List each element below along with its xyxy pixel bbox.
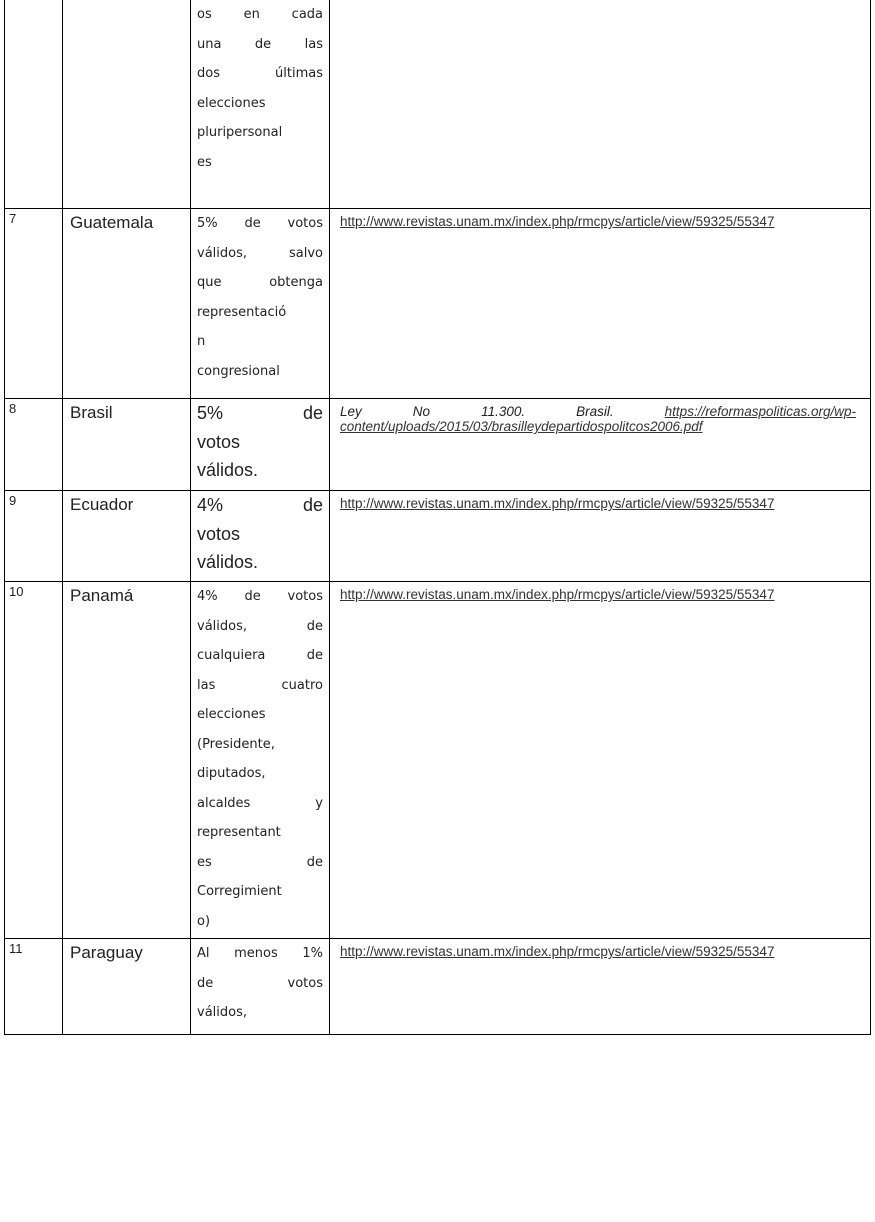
criterion-line: 5% de [197, 403, 323, 423]
threshold-criterion [191, 582, 330, 939]
electoral-threshold-table [4, 0, 871, 1035]
criterion-line: de votos [197, 975, 323, 991]
row-number: 11 [5, 939, 63, 1035]
table-row [5, 399, 871, 491]
country-name: Ecuador [63, 491, 191, 582]
criterion-line: 4% de [197, 495, 323, 515]
criterion-line: 5% de votos [197, 216, 323, 231]
criterion-line: 4% de votos [197, 589, 323, 604]
table-row [5, 0, 871, 209]
source-cell [330, 399, 871, 491]
country-name: Panamá [63, 582, 191, 939]
table-row [5, 582, 871, 939]
threshold-criterion [191, 939, 330, 1035]
criterion-line: os en cada [197, 7, 323, 22]
criterion-line: congresional [197, 363, 280, 379]
criterion-line: Al menos 1% [197, 946, 323, 961]
source-link[interactable]: http://www.revistas.unam.mx/index.php/rmcpys/article/view/59325/55347 [340, 496, 775, 511]
criterion-line: es de [197, 854, 323, 870]
row-number [5, 0, 63, 209]
criterion-line: una de las [197, 36, 323, 52]
criterion-line: representació [197, 304, 287, 320]
criterion-line: válidos. [197, 552, 259, 572]
criterion-line: pluripersonal [197, 125, 283, 140]
source-link[interactable]: https://reformaspoliticas.org/wp-content/uploads/2015/03/brasilleydepartidospolitcos2006.pdf [340, 404, 856, 434]
table-row [5, 939, 871, 1035]
threshold-criterion [191, 399, 330, 491]
source-cell [330, 209, 871, 399]
row-number: 10 [5, 582, 63, 939]
source-link[interactable]: http://www.revistas.unam.mx/index.php/rmcpys/article/view/59325/55347 [340, 587, 775, 602]
criterion-line: válidos, [197, 1005, 247, 1020]
country-name: Guatemala [63, 209, 191, 399]
source-link[interactable]: http://www.revistas.unam.mx/index.php/rmcpys/article/view/59325/55347 [340, 944, 775, 959]
source-prefix: Ley No 11.300. Brasil. [340, 404, 614, 419]
criterion-line: votos [197, 523, 241, 544]
criterion-line: alcaldes y [197, 795, 323, 811]
country-name: Paraguay [63, 939, 191, 1035]
source-cell [330, 582, 871, 939]
row-number: 7 [5, 209, 63, 399]
criterion-line: o) [197, 913, 211, 929]
source-cell [330, 491, 871, 582]
country-name: Brasil [63, 399, 191, 491]
criterion-line: diputados, [197, 766, 266, 781]
threshold-criterion [191, 0, 330, 209]
criterion-line: votos [197, 431, 241, 452]
row-number: 9 [5, 491, 63, 582]
criterion-line: elecciones [197, 707, 266, 722]
country-name [63, 0, 191, 209]
source-cell [330, 939, 871, 1035]
table-row [5, 209, 871, 399]
criterion-line: válidos. [197, 460, 259, 480]
source-link[interactable]: http://www.revistas.unam.mx/index.php/rmcpys/article/view/59325/55347 [340, 214, 775, 229]
criterion-line: que obtenga [197, 275, 323, 290]
criterion-line: n [197, 334, 206, 349]
table-row [5, 491, 871, 582]
row-number: 8 [5, 399, 63, 491]
criterion-line: válidos, de [197, 618, 323, 634]
criterion-line: cualquiera de [197, 648, 323, 663]
criterion-line: elecciones [197, 95, 266, 111]
criterion-line: (Presidente, [197, 736, 275, 752]
criterion-line: es [197, 154, 212, 170]
threshold-criterion [191, 491, 330, 582]
threshold-criterion [191, 209, 330, 399]
criterion-line: Corregimient [197, 884, 282, 899]
criterion-line: válidos, salvo [197, 245, 323, 261]
criterion-line: dos últimas [197, 66, 323, 81]
criterion-line: las cuatro [197, 677, 323, 693]
criterion-line: representant [197, 825, 281, 840]
source-cell [330, 0, 871, 209]
